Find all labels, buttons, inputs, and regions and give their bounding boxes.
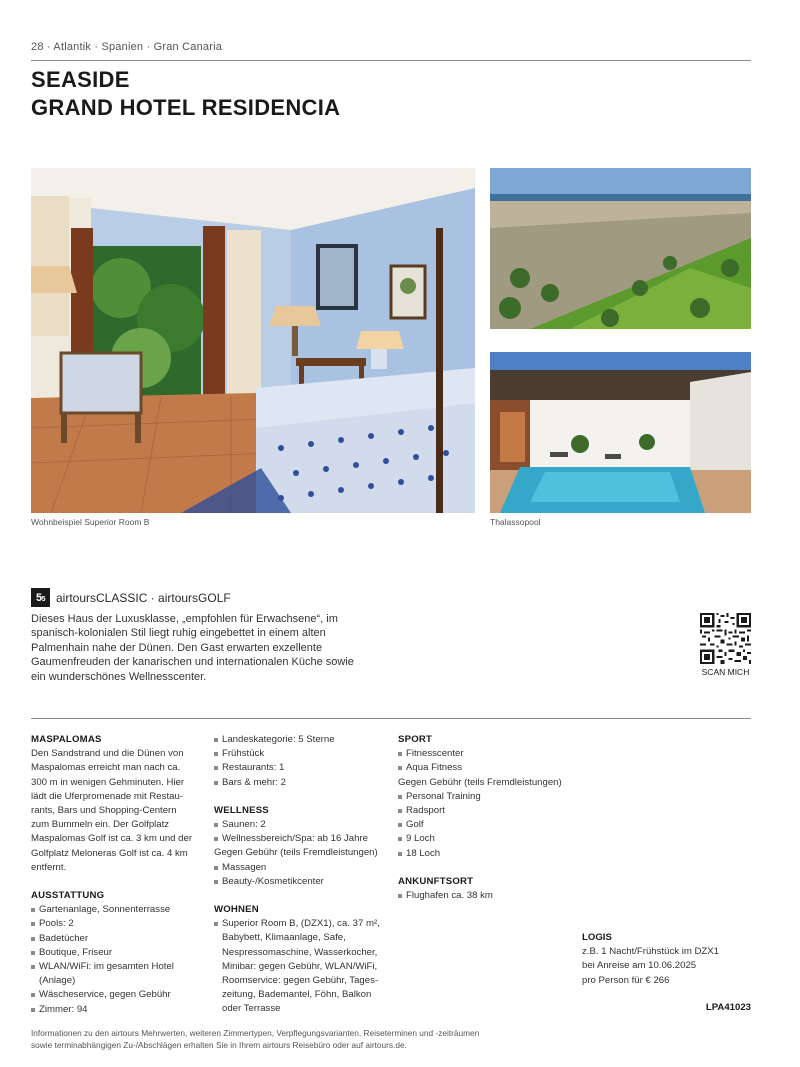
- section-divider: [31, 718, 751, 719]
- list-item: Saunen: 2: [214, 818, 389, 832]
- column-hotel: [214, 733, 389, 1017]
- ankunftsort-heading: ANKUNFTSORT: [398, 875, 474, 887]
- list-item: Badetücher: [31, 932, 199, 946]
- list-item: Flughafen ca. 38 km: [398, 889, 583, 903]
- maspalomas-line: rants, Bars und Shopping-Centern: [31, 805, 177, 817]
- wohnen-heading: WOHNEN: [214, 904, 259, 916]
- list-item: 9 Loch: [398, 832, 583, 846]
- list-item: Pools: 2: [31, 917, 199, 931]
- maspalomas-line: zum Bummeln ein. Der Golfplatz: [31, 819, 170, 831]
- logis-price: pro Person für € 266: [582, 974, 670, 986]
- logis-line: z.B. 1 Nacht/Frühstück im DZX1: [582, 946, 720, 958]
- list-item: Golf: [398, 818, 583, 832]
- thalasso-pool-photo: [490, 352, 751, 513]
- rating-row: [31, 588, 231, 607]
- rating-badge: [31, 588, 50, 607]
- maspalomas-text: [31, 747, 199, 875]
- list-item: Beauty-/Kosmetikcenter: [214, 875, 389, 889]
- ausstattung-list: [31, 903, 199, 1017]
- logis-heading: LOGIS: [582, 932, 612, 943]
- ausstattung-heading: AUSSTATTUNG: [31, 890, 105, 902]
- scan-me-label: SCAN MICH: [701, 667, 750, 677]
- column-activities: [398, 733, 583, 903]
- maspalomas-heading: MASPALOMAS: [31, 734, 102, 745]
- title-line-2: GRAND HOTEL RESIDENCIA: [31, 95, 341, 120]
- allgemein-list: [214, 733, 389, 790]
- wellness-list: [214, 818, 389, 889]
- list-item: Personal Training: [398, 790, 583, 804]
- sport-heading: SPORT: [398, 734, 433, 745]
- brand-labels: airtoursCLASSIC · airtoursGOLF: [56, 590, 231, 605]
- list-item: WLAN/WiFi: im gesamten Hotel (Anlage): [31, 960, 199, 988]
- list-item: Fitnesscenter: [398, 747, 583, 761]
- price-box: [582, 931, 752, 988]
- list-item: Wäscheservice, gegen Gebühr: [31, 988, 199, 1002]
- list-item: Aqua Fitness: [398, 761, 583, 775]
- fee-note: Gegen Gebühr (teils Fremdleistungen): [398, 776, 562, 788]
- ankunftsort-list: [398, 889, 583, 903]
- maspalomas-line: Den Sandstrand und die Dünen von: [31, 748, 184, 760]
- list-item: Wellnessbereich/Spa: ab 16 Jahre: [214, 832, 389, 846]
- list-item: Bars & mehr: 2: [214, 776, 389, 790]
- offer-code: LPA41023: [705, 1002, 751, 1013]
- maspalomas-line: Golfplatz Meloneras Golf ist ca. 4 km: [31, 847, 188, 859]
- list-item: Zimmer: 94: [31, 1003, 199, 1017]
- maspalomas-line: Maspalomas erreicht man nach ca.: [31, 762, 181, 774]
- golf-course-photo: [490, 168, 751, 329]
- list-item: Boutique, Friseur: [31, 946, 199, 960]
- list-item: Landeskategorie: 5 Sterne: [214, 733, 389, 747]
- rating-decimal: 5: [41, 595, 46, 603]
- maspalomas-line: 300 m in wenigen Gehminuten. Hier: [31, 776, 185, 788]
- header-divider: [31, 60, 751, 61]
- pool-photo-caption: Thalassopool: [490, 517, 541, 527]
- room-photo-caption: Wohnbeispiel Superior Room B: [31, 517, 150, 527]
- footnote: [31, 1028, 591, 1051]
- maspalomas-line: entfernt.: [31, 861, 67, 873]
- title-line-1: SEASIDE: [31, 67, 130, 92]
- maspalomas-line: lädt die Uferpromenade mit Restau-: [31, 790, 183, 802]
- sport-list: [398, 747, 583, 861]
- list-item: 18 Loch: [398, 847, 583, 861]
- column-location: [31, 733, 199, 1017]
- maspalomas-line: Maspalomas Golf ist ca. 3 km und der: [31, 833, 193, 845]
- fee-note: Gegen Gebühr (teils Fremdleistungen): [214, 847, 378, 859]
- list-item: Gartenanlage, Sonnenterrasse: [31, 903, 199, 917]
- wellness-heading: WELLNESS: [214, 804, 269, 816]
- intro-text: Dieses Haus der Luxusklasse, „empfohlen für Erwachsene“, im spanisch-kolonialen Stil liegt ruhig eingebettet in einem alten Palmenhain nahe der Dünen. Den Gast erwarten exzellente Gaumenfreuden der kanarischen und internationalen Küche sowie ein wunderschönes Wellnesscenter.: [31, 613, 354, 683]
- page-title: [31, 66, 340, 122]
- list-item: Restaurants: 1: [214, 761, 389, 775]
- wohnen-list: [214, 917, 389, 1016]
- list-item: Massagen: [214, 861, 389, 875]
- room-photo: [31, 168, 475, 513]
- footnote-line: Informationen zu den airtours Mehrwerten, weiteren Zimmertypen, Verpflegungsvarianten, Reiseterminen und -zeiträumen: [31, 1028, 480, 1038]
- list-item: Superior Room B, (DZX1), ca. 37 m², Babybett, Klimaanlage, Safe, Nespressomaschine, Wasserkocher, Minibar: gegen Gebühr, WLAN/WiFi, Roomservice: gegen Gebühr, Tages-zeitung, Bademantel, Föhn, Balkon oder Terrasse: [214, 917, 389, 1016]
- logis-line: bei Anreise am 10.06.2025: [582, 960, 697, 972]
- rating-value: 5: [35, 591, 42, 604]
- list-item: Frühstück: [214, 747, 389, 761]
- breadcrumb: 28 · Atlantik · Spanien · Gran Canaria: [31, 41, 223, 53]
- footnote-line: sowie terminabhängigen Zu-/Abschlägen erhalten Sie in Ihrem airtours Reisebüro oder auf airtours.de.: [31, 1039, 407, 1050]
- qr-code[interactable]: [700, 613, 751, 664]
- list-item: Radsport: [398, 804, 583, 818]
